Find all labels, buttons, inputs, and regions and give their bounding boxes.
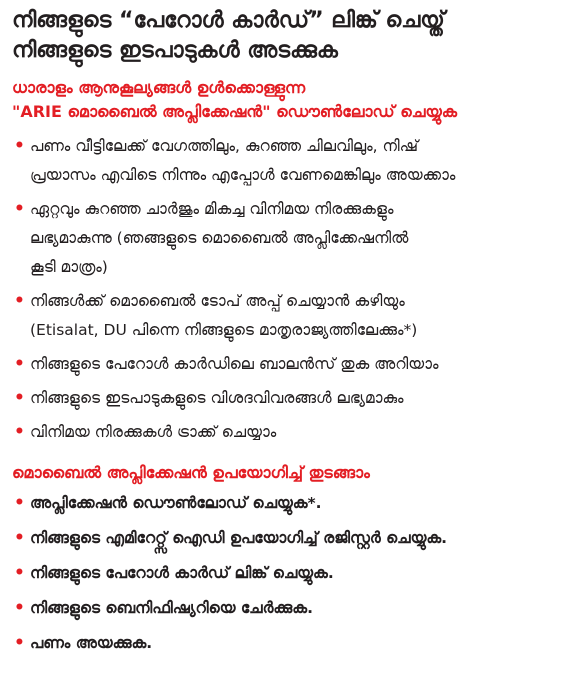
page-title xyxy=(12,6,563,66)
benefit-item xyxy=(12,418,563,447)
app-download-heading xyxy=(12,76,563,124)
benefit-item xyxy=(12,287,563,345)
benefit-text: പണം വീട്ടിലേക്ക് വേഗത്തിലും, കുറഞ്ഞ ചിലവിലും, നിഷ് xyxy=(30,137,419,155)
bullet-icon: • xyxy=(14,291,25,311)
step-item xyxy=(12,559,563,587)
steps-list xyxy=(12,489,563,657)
benefit-text: പ്രയാസം എവിടെ നിന്നും എപ്പോൾ വേണമെങ്കിലും അയക്കാം xyxy=(30,166,456,184)
bullet-icon: • xyxy=(14,354,25,374)
bullet-icon: • xyxy=(14,633,25,653)
benefit-item xyxy=(12,384,563,413)
step-item xyxy=(12,594,563,622)
step-text: പണം അയക്കുക. xyxy=(30,634,153,652)
benefit-text: നിങ്ങളുടെ പേറോൾ കാർഡിലെ ബാലൻസ് തുക അറിയാം xyxy=(30,355,439,373)
benefit-text: ലഭ്യമാകുന്നു (ഞങ്ങളുടെ മൊബൈൽ അപ്ലിക്കേഷനിൽ xyxy=(30,229,409,247)
step-item xyxy=(12,489,563,517)
benefit-text: ഏറ്റവും കുറഞ്ഞ ചാർജും മികച്ച വിനിമയ നിരക്കുകളും xyxy=(30,200,394,218)
step-text: നിങ്ങളുടെ എമിറേറ്റ്സ് ഐഡി ഉപയോഗിച്ച് രജിസ്റ്റർ ചെയ്യുക. xyxy=(30,529,448,547)
subheading-line-2: "ARIE മൊബൈൽ അപ്ലിക്കേഷൻ" ഡൌൺലോഡ് ചെയ്യുക xyxy=(12,102,458,121)
step-text: നിങ്ങളുടെ ബെനിഫിഷ്യറിയെ ചേർക്കുക. xyxy=(30,599,313,617)
step-item xyxy=(12,524,563,552)
title-line-2: നിങ്ങളുടെ ഇടപാടുകൾ അടക്കുക xyxy=(12,38,338,63)
benefit-item xyxy=(12,195,563,282)
benefits-list xyxy=(12,132,563,447)
benefit-text: നിങ്ങൾക്ക് മൊബൈൽ ടോപ് അപ്പ് ചെയ്യാൻ കഴിയും xyxy=(30,292,405,310)
bullet-icon: • xyxy=(14,136,25,156)
benefit-text: (Etisalat, DU പിന്നെ നിങ്ങളുടെ മാതൃരാജ്യത്തിലേക്കും*) xyxy=(30,321,418,339)
step-item xyxy=(12,629,563,657)
benefit-item xyxy=(12,132,563,190)
benefit-text: കൂടി മാത്രം) xyxy=(30,258,108,276)
bullet-icon: • xyxy=(14,528,25,548)
title-line-1: നിങ്ങളുടെ “പേറോൾ കാർഡ്” ലിങ്ക് ചെയ്ത് xyxy=(12,8,445,33)
getting-started-heading: മൊബൈൽ അപ്ലിക്കേഷൻ ഉപയോഗിച്ച് തുടങ്ങാം xyxy=(12,463,370,482)
step-text: അപ്ലിക്കേഷൻ ഡൌൺലോഡ് ചെയ്യുക*. xyxy=(30,494,322,512)
bullet-icon: • xyxy=(14,199,25,219)
bullet-icon: • xyxy=(14,598,25,618)
bullet-icon: • xyxy=(14,422,25,442)
benefit-text: നിങ്ങളുടെ ഇടപാടുകളുടെ വിശദവിവരങ്ങൾ ലഭ്യമാകും xyxy=(30,389,404,407)
step-text: നിങ്ങളുടെ പേറോൾ കാർഡ് ലിങ്ക് ചെയ്യുക. xyxy=(30,564,334,582)
bullet-icon: • xyxy=(14,388,25,408)
bullet-icon: • xyxy=(14,493,25,513)
subheading-line-1: ധാരാളം ആനുകൂല്യങ്ങൾ ഉൾക്കൊള്ളുന്ന xyxy=(12,78,306,97)
benefit-item xyxy=(12,350,563,379)
benefit-text: വിനിമയ നിരക്കുകൾ ട്രാക്ക് ചെയ്യാം xyxy=(30,423,277,441)
bullet-icon: • xyxy=(14,563,25,583)
